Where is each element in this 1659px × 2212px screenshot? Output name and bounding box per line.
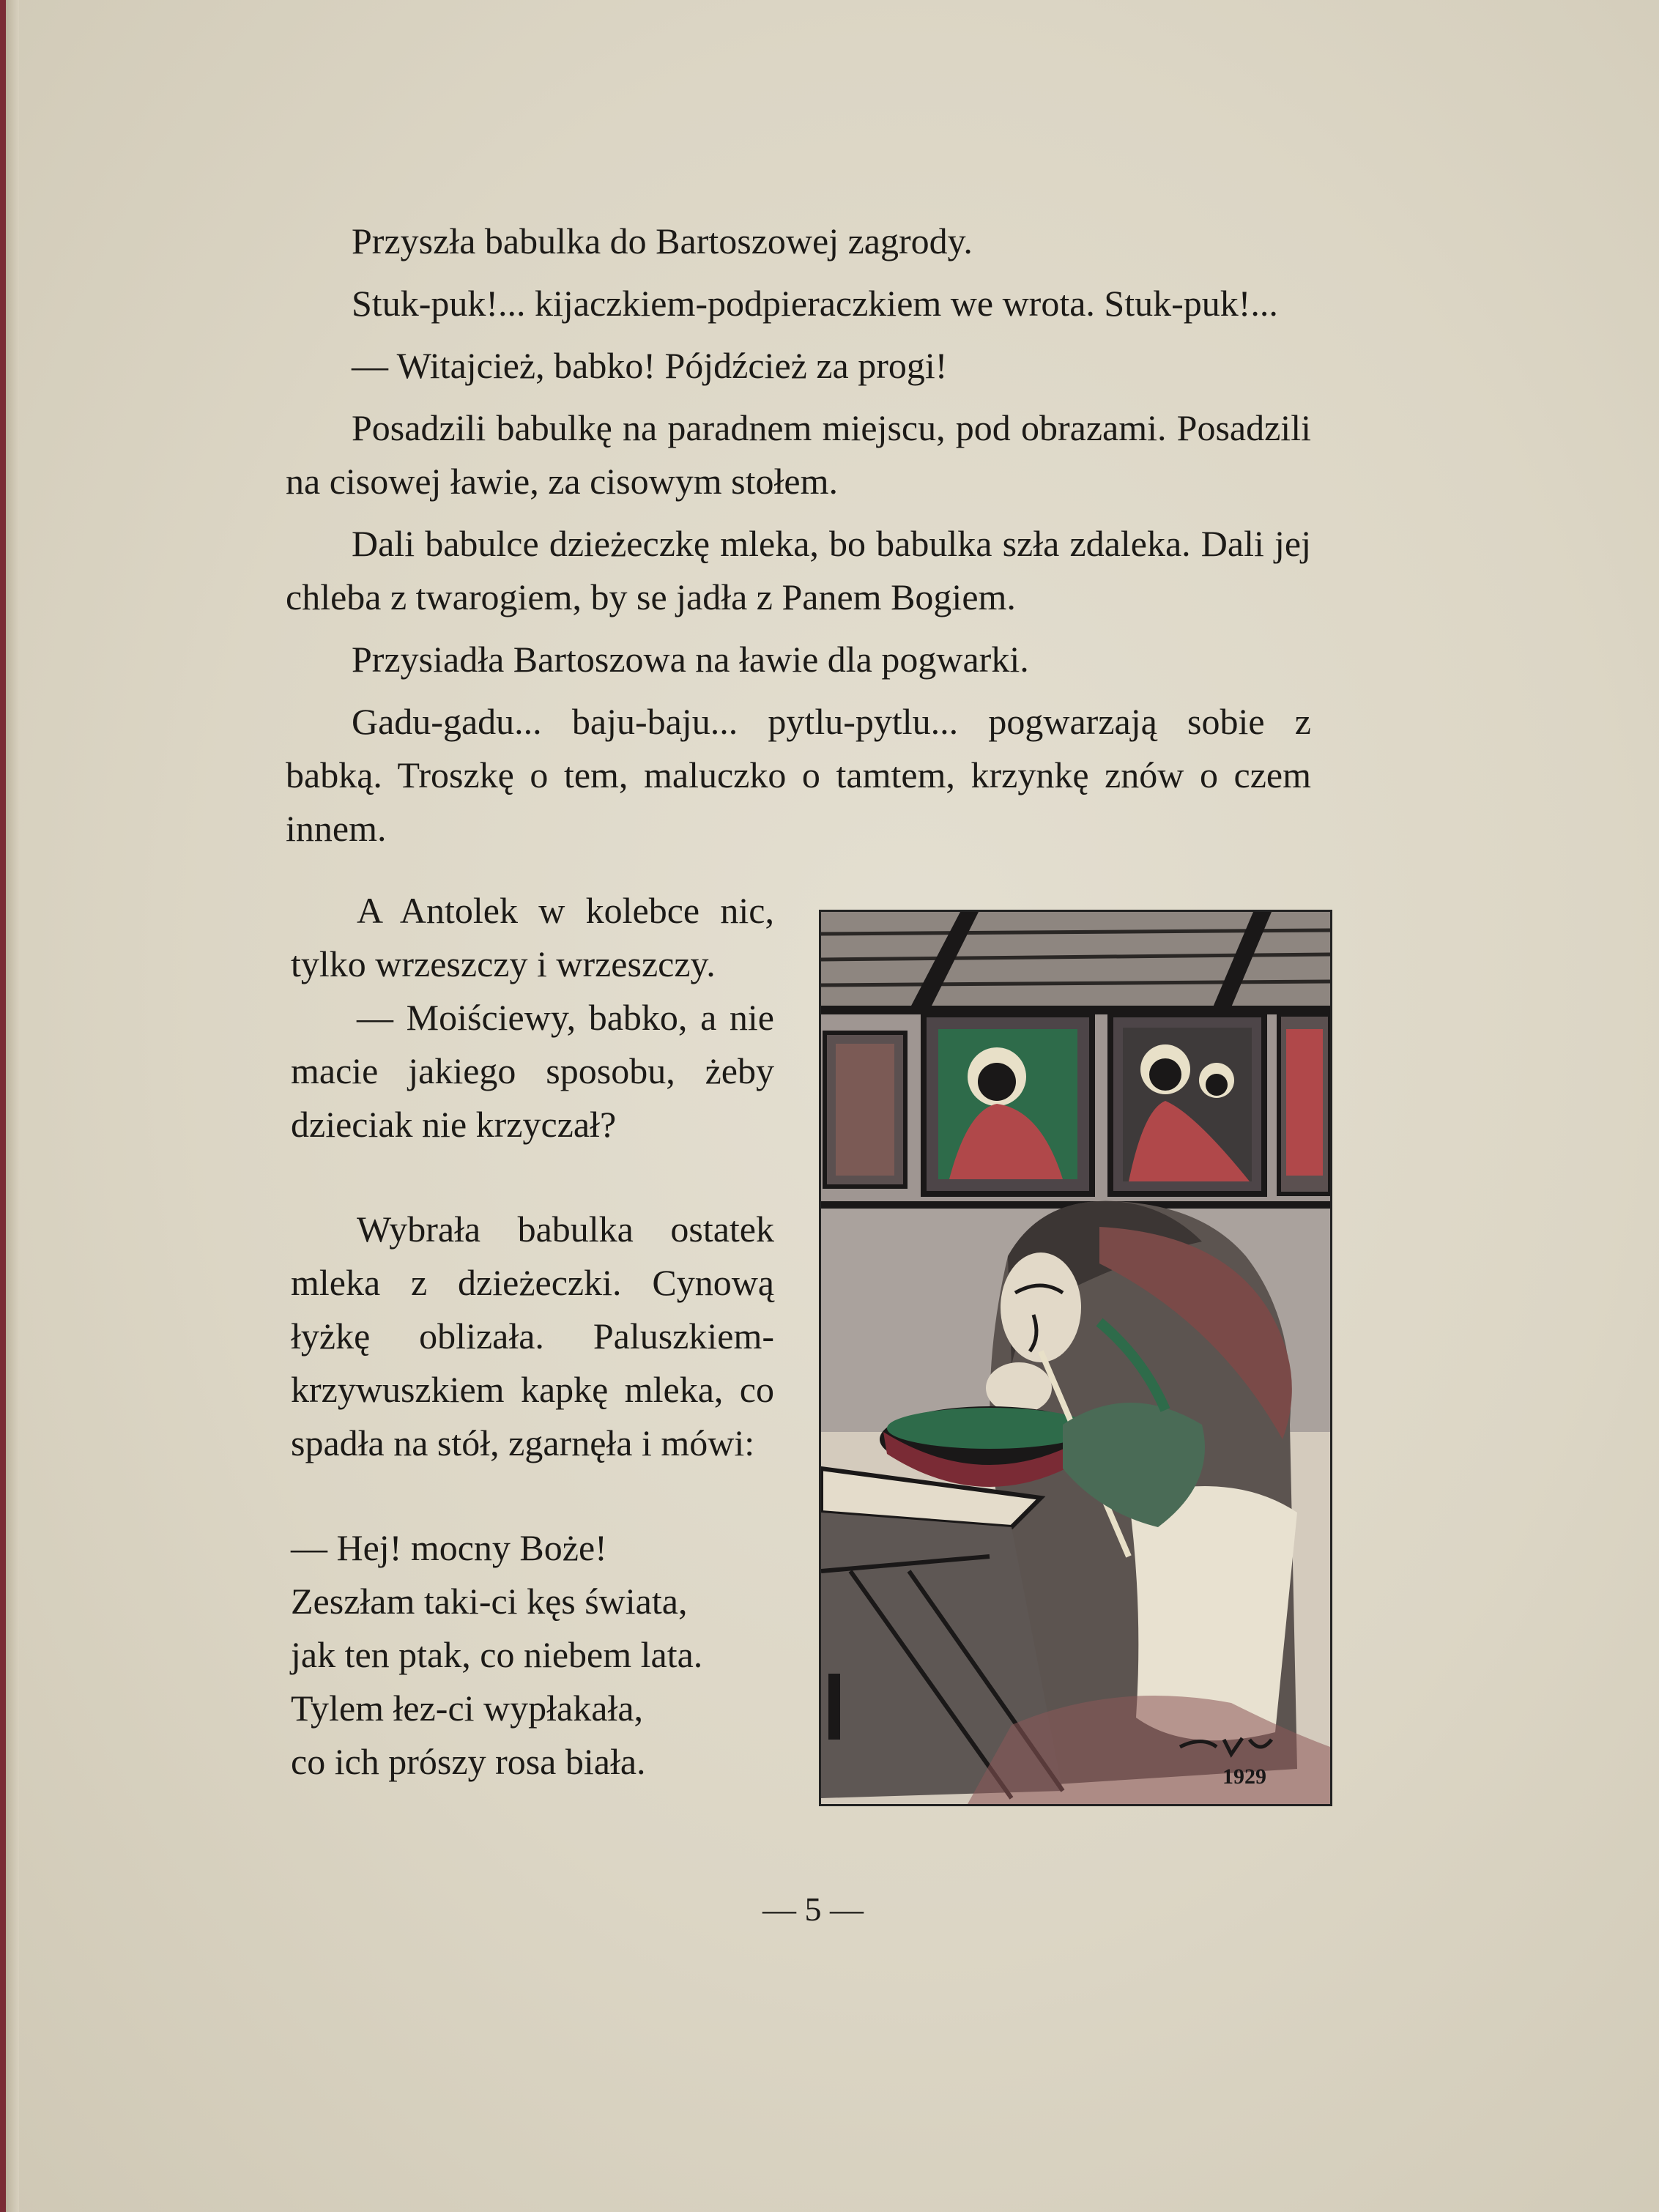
paragraph: Przysiadła Bartoszowa na ławie dla pogwarki. (352, 639, 1029, 680)
verse-line: Zeszłam taki-ci kęs świata, (291, 1581, 688, 1622)
signature-year: 1929 (1222, 1764, 1266, 1789)
verse-line: jak ten ptak, co niebem lata. (291, 1634, 703, 1675)
paragraph: Wybrała babulka ostatek mleka z dzieżeczki. Cynową łyżkę oblizała. Paluszkiem-krzywuszkiem kapkę mleka, co spadła na stół, zgarnęła i mówi: (291, 1209, 774, 1463)
paragraph: Stuk-puk!... kijaczkiem-podpieraczkiem we wrota. Stuk-puk!... (352, 283, 1278, 324)
paragraph: — Witajcież, babko! Pójdźcież za progi! (352, 345, 948, 386)
paragraph: Przyszła babulka do Bartoszowej zagrody. (352, 220, 973, 261)
verse-line: co ich prószy rosa biała. (291, 1741, 646, 1782)
paragraph: Gadu-gadu... baju-baju... pytlu-pytlu... pogwarzają sobie z babką. Troszkę o tem, maluczko o tamtem, krzynkę znów o czem innem. (286, 701, 1311, 849)
spine-binding (0, 0, 6, 2212)
verse-line: Tylem łez-ci wypłakała, (291, 1688, 644, 1729)
verse-line: — Hej! mocny Boże! (291, 1527, 607, 1568)
main-text (286, 215, 1311, 856)
page-number: — 5 — (762, 1890, 864, 1928)
paragraph: Posadzili babulkę na paradnem miejscu, pod obrazami. Posadzili na cisowej ławie, za cisowym stołem. (286, 407, 1311, 502)
verse (291, 1521, 774, 1789)
left-column-text (291, 884, 774, 1789)
illustration (819, 910, 1332, 1806)
paragraph: A Antolek w kolebce nic, tylko wrzeszczy i wrzeszczy. (291, 890, 774, 984)
paragraph: — Moiściewy, babko, a nie macie jakiego sposobu, żeby dzieciak nie krzyczał? (291, 997, 774, 1145)
paragraph: Dali babulce dzieżeczkę mleka, bo babulka szła zdaleka. Dali jej chleba z twarogiem, by se jadła z Panem Bogiem. (286, 523, 1311, 617)
